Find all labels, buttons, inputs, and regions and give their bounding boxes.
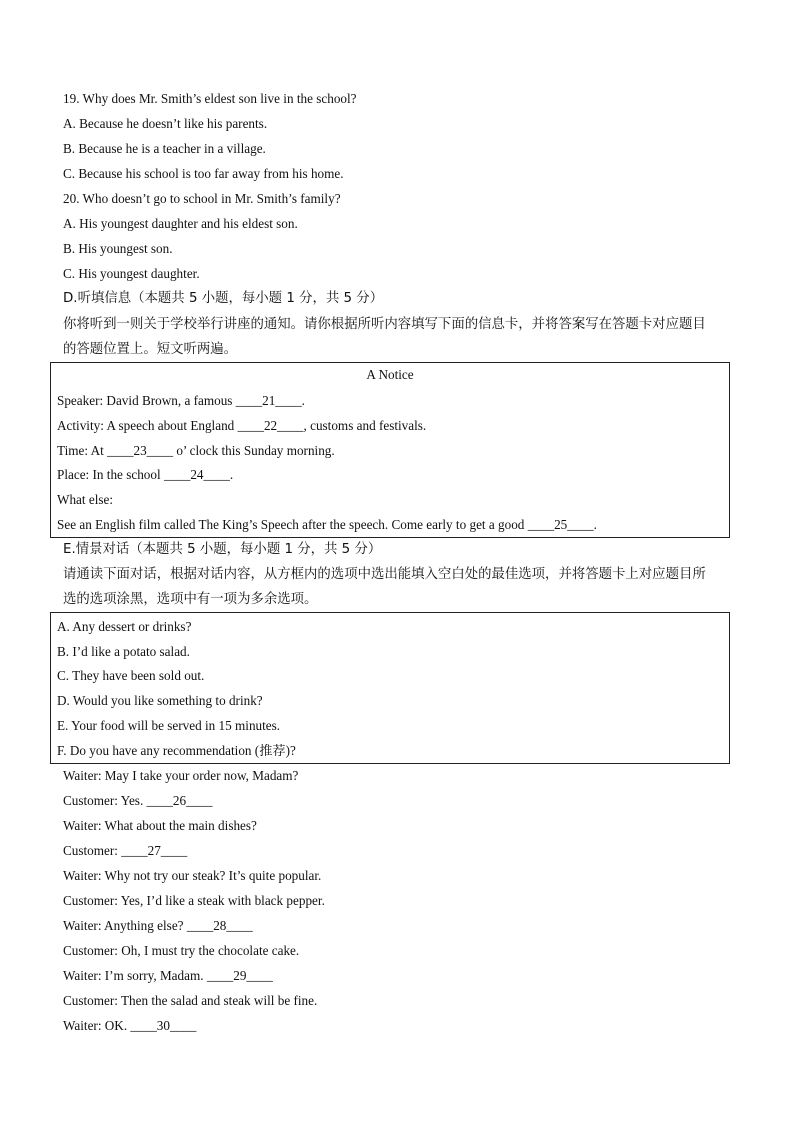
notice-time: Time: At ____23____ o’ clock this Sunday morning. xyxy=(57,443,335,458)
notice-speaker: Speaker: David Brown, a famous ____21____. xyxy=(57,393,305,408)
blank-22[interactable]: ____22____ xyxy=(237,418,304,433)
options-box xyxy=(50,612,730,764)
option-c: C. They have been sold out. xyxy=(57,668,205,683)
dialogue-line-3: Waiter: What about the main dishes? xyxy=(63,818,257,833)
section-e-heading: E.情景对话（本题共 5 小题，每小题 1 分，共 5 分） xyxy=(63,542,382,557)
option-e: E. Your food will be served in 15 minutes. xyxy=(57,718,281,733)
blank-30[interactable]: ____30____ xyxy=(130,1018,197,1033)
blank-21[interactable]: ____21____ xyxy=(235,393,302,408)
q19-option-b: B. Because he is a teacher in a village. xyxy=(63,141,266,156)
section-e-instruction-line1: 请通读下面对话，根据对话内容，从方框内的选项中选出能填入空白处的最佳选项，并将答题卡上对应题目所 xyxy=(63,567,706,582)
dialogue-line-9: Waiter: I’m sorry, Madam. ____29____ xyxy=(63,968,273,983)
section-e-instruction-line2: 选的选项涂黑，选项中有一项为多余选项。 xyxy=(63,592,318,607)
dialogue-line-10: Customer: Then the salad and steak will be fine. xyxy=(63,993,318,1008)
option-f: F. Do you have any recommendation (推荐)? xyxy=(57,743,296,758)
notice-film: See an English film called The King’s Speech after the speech. Come early to get a good ____25____. xyxy=(57,517,597,532)
option-d: D. Would you like something to drink? xyxy=(57,693,263,708)
option-a: A. Any dessert or drinks? xyxy=(57,619,192,634)
notice-what-else: What else: xyxy=(57,492,114,507)
dialogue-line-11: Waiter: OK. ____30____ xyxy=(63,1018,197,1033)
notice-place: Place: In the school ____24____. xyxy=(57,467,234,482)
q20-option-b: B. His youngest son. xyxy=(63,241,173,256)
notice-box xyxy=(50,362,730,538)
blank-25[interactable]: ____25____ xyxy=(527,517,594,532)
q20-option-c: C. His youngest daughter. xyxy=(63,266,200,281)
blank-28[interactable]: ____28____ xyxy=(186,918,253,933)
dialogue-line-1: Waiter: May I take your order now, Madam? xyxy=(63,768,299,783)
dialogue-line-2: Customer: Yes. ____26____ xyxy=(63,793,213,808)
option-b: B. I’d like a potato salad. xyxy=(57,644,190,659)
blank-24[interactable]: ____24____ xyxy=(163,467,230,482)
blank-26[interactable]: ____26____ xyxy=(146,793,213,808)
blank-23[interactable]: ____23____ xyxy=(107,443,174,458)
dialogue-line-4: Customer: ____27____ xyxy=(63,843,188,858)
notice-activity: Activity: A speech about England ____22____, customs and festivals. xyxy=(57,418,427,433)
section-d-heading: D.听填信息（本题共 5 小题，每小题 1 分，共 5 分） xyxy=(63,291,384,306)
notice-title: A Notice xyxy=(366,367,414,382)
q19-question: 19. Why does Mr. Smith’s eldest son live in the school? xyxy=(63,91,357,106)
q19-option-c: C. Because his school is too far away from his home. xyxy=(63,166,344,181)
q20-question: 20. Who doesn’t go to school in Mr. Smith’s family? xyxy=(63,191,341,206)
section-d-instruction-line2: 的答题位置上。短文听两遍。 xyxy=(63,342,238,357)
q19-option-a: A. Because he doesn’t like his parents. xyxy=(63,116,268,131)
section-d-instruction-line1: 你将听到一则关于学校举行讲座的通知。请你根据所听内容填写下面的信息卡，并将答案写在答题卡对应题目 xyxy=(63,317,706,332)
dialogue-line-6: Customer: Yes, I’d like a steak with black pepper. xyxy=(63,893,325,908)
blank-29[interactable]: ____29____ xyxy=(206,968,273,983)
dialogue-line-7: Waiter: Anything else? ____28____ xyxy=(63,918,253,933)
q20-option-a: A. His youngest daughter and his eldest son. xyxy=(63,216,298,231)
dialogue-line-8: Customer: Oh, I must try the chocolate cake. xyxy=(63,943,300,958)
dialogue-line-5: Waiter: Why not try our steak? It’s quite popular. xyxy=(63,868,322,883)
blank-27[interactable]: ____27____ xyxy=(121,843,188,858)
